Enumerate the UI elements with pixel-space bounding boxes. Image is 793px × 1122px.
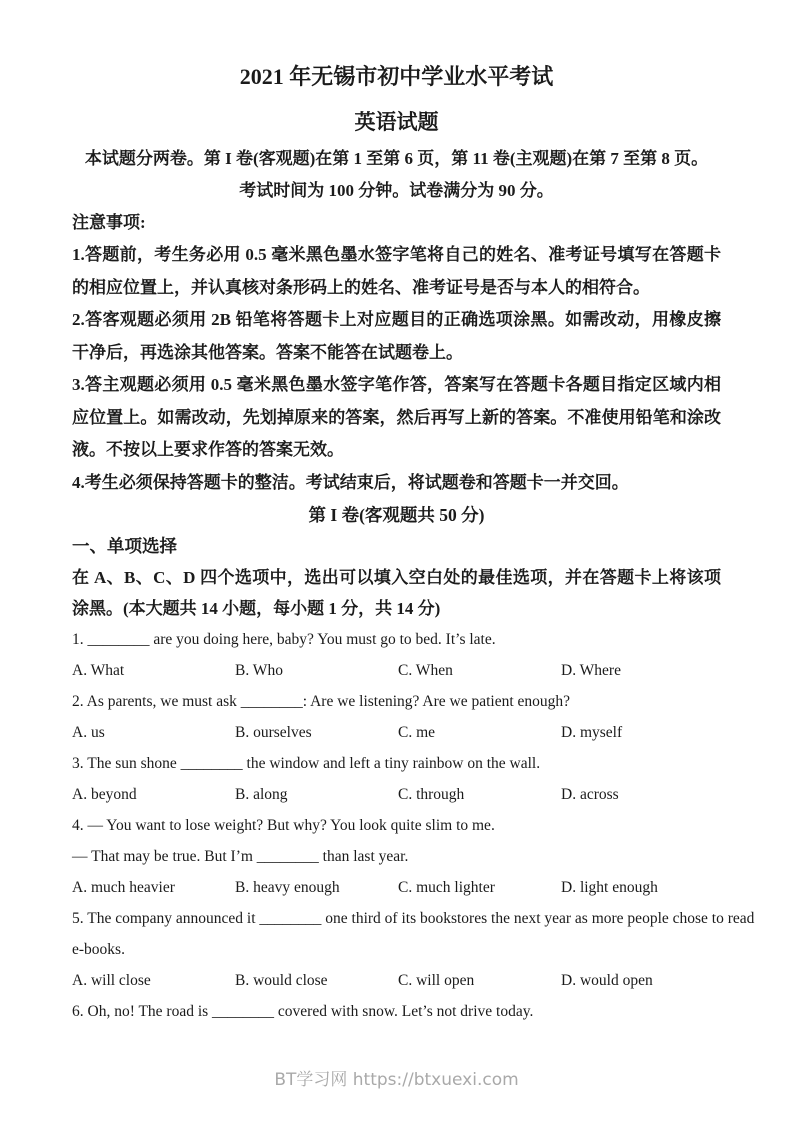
question-1-options (72, 655, 721, 686)
question-3 (72, 748, 721, 810)
question-5-options (72, 965, 721, 996)
question-4-option-c: C. much lighter (398, 879, 495, 896)
exam-structure-line: 本试题分两卷。第 I 卷(客观题)在第 1 至第 6 页，第 11 卷(主观题)在第 7 至第 8 页。 (84, 149, 709, 168)
question-5-option-d: D. would open (561, 972, 653, 989)
exam-duration-line: 考试时间为 100 分钟。试卷满分为 90 分。 (239, 181, 554, 200)
question-1-option-c: C. When (398, 662, 453, 679)
question-4-options (72, 872, 721, 903)
notices-heading: 注意事项: (72, 213, 146, 232)
question-3-option-d: D. across (561, 786, 619, 803)
exam-subject-title: 英语试题 (354, 110, 439, 134)
question-5-stem: 5. The company announced it ________ one third of its bookstores the next year as more people chose to read (72, 910, 755, 927)
question-2-options (72, 717, 721, 748)
question-6 (72, 996, 721, 1027)
question-3-option-b: B. along (235, 786, 288, 803)
watermark: BT学习网 https://btxuexi.com (274, 1070, 519, 1090)
notice-item-4: 4.考生必须保持答题卡的整洁。考试结束后，将试题卷和答题卡一并交回。 (72, 472, 629, 492)
notice-item-3: 3.答主观题必须用 0.5 毫米黑色墨水签字笔作答，答案写在答题卡各题目指定区域内相应位置上。如需改动，先划掉原来的答案，然后再写上新的答案。不准使用铅笔和涂改液。不按以上要求作答的答案无效。 (72, 375, 721, 459)
question-1 (72, 624, 721, 686)
question-2-option-d: D. myself (561, 724, 623, 741)
question-1-option-d: D. Where (561, 662, 621, 679)
notice-item-1: 1.答题前，考生务必用 0.5 毫米黑色墨水签字笔将自己的姓名、准考证号填写在答题卡的相应位置上，并认真核对条形码上的姓名、准考证号是否与本人的相符合。 (72, 245, 721, 297)
question-3-options (72, 779, 721, 810)
question-3-option-c: C. through (398, 786, 465, 803)
question-5-option-b: B. would close (235, 972, 328, 989)
notice-item-2: 2.答客观题必须用 2B 铅笔将答题卡上对应题目的正确选项涂黑。如需改动，用橡皮擦干净后，再选涂其他答案。答案不能答在试题卷上。 (72, 310, 721, 362)
question-3-option-a: A. beyond (72, 786, 137, 803)
question-5-option-c: C. will open (398, 972, 475, 989)
question-4-line-2: — That may be true. But I’m ________ than last year. (72, 848, 409, 865)
question-4 (72, 810, 721, 903)
question-5-line-2: e-books. (72, 941, 125, 958)
part-1-heading: 一、单项选择 (72, 536, 177, 556)
part-1-instructions: 在 A、B、C、D 四个选项中，选出可以填入空白处的最佳选项，并在答题卡上将该项涂黑。(本大题共 14 小题，每小题 1 分，共 14 分) (72, 568, 721, 618)
question-6-stem: 6. Oh, no! The road is ________ covered with snow. Let’s not drive today. (72, 1003, 534, 1020)
question-1-stem: 1. ________ are you doing here, baby? You must go to bed. It’s late. (72, 631, 496, 648)
question-4-option-b: B. heavy enough (235, 879, 340, 896)
exam-intro (72, 143, 721, 207)
question-1-option-b: B. Who (235, 662, 283, 679)
notices-section (72, 207, 721, 499)
question-2 (72, 686, 721, 748)
question-2-option-a: A. us (72, 724, 105, 741)
section-1-heading: 第 I 卷(客观题共 50 分) (308, 505, 485, 525)
question-5 (72, 903, 755, 996)
question-2-option-b: B. ourselves (235, 724, 312, 741)
question-4-stem: 4. — You want to lose weight? But why? You look quite slim to me. (72, 817, 495, 834)
question-1-option-a: A. What (72, 662, 125, 679)
question-2-stem: 2. As parents, we must ask ________: Are we listening? Are we patient enough? (72, 693, 571, 710)
question-5-option-a: A. will close (72, 972, 151, 989)
question-4-option-d: D. light enough (561, 879, 658, 896)
exam-title: 2021 年无锡市初中学业水平考试 (239, 64, 554, 89)
question-3-stem: 3. The sun shone ________ the window and left a tiny rainbow on the wall. (72, 755, 541, 772)
question-2-option-c: C. me (398, 724, 436, 741)
question-4-option-a: A. much heavier (72, 879, 175, 896)
